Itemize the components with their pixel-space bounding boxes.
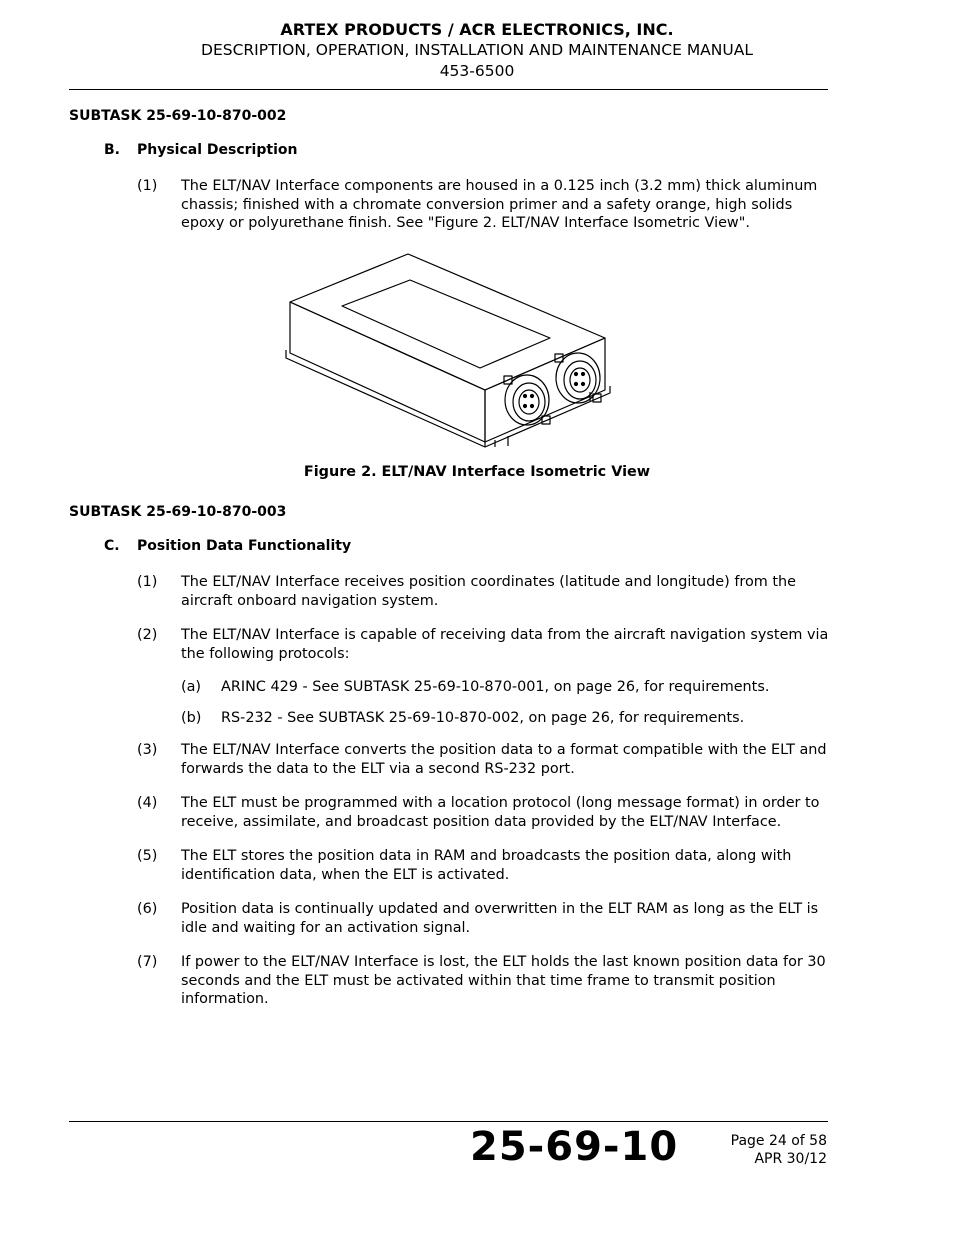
item-number: (1) [137,574,158,590]
subtask-heading: SUBTASK 25-69-10-870-003 [69,504,287,520]
item-text: If power to the ELT/NAV Interface is lost, the ELT holds the last known position data for 30 seconds and the ELT must be activated within that time frame to transmit position information. [181,954,826,1008]
footer-chapter-code: 25-69-10 [470,1124,679,1170]
item-text: Position data is continually updated and overwritten in the ELT RAM as long as the ELT is idle and waiting for an activation signal. [181,901,819,936]
base-flange [286,350,610,447]
item-number: (5) [137,848,158,864]
figure-caption: Figure 2. ELT/NAV Interface Isometric View [303,464,651,480]
connector-right [555,353,601,403]
item-number: (4) [137,795,158,811]
item-text: The ELT stores the position data in RAM and broadcasts the position data, along with identification data, when the ELT is activated. [181,848,792,883]
subitem-text: RS-232 - See SUBTASK 25-69-10-870-002, on page 26, for requirements. [221,710,745,726]
item-text: The ELT must be programmed with a location protocol (long message format) in order to receive, assimilate, and broadcast position data provided by the ELT/NAV Interface. [181,795,820,830]
elt-nav-interface-drawing [280,250,620,450]
item-text: The ELT/NAV Interface components are housed in a 0.125 inch (3.2 mm) thick aluminum chassis; finished with a chromate conversion primer and a safety orange, high solids epoxy or polyurethane finish. See "Figure 2. ELT/NAV Interface Isometric View". [181,178,818,232]
item-number: (2) [137,627,158,643]
chassis-left-face [290,302,485,442]
item-text: The ELT/NAV Interface converts the position data to a format compatible with the ELT and forwards the data to the ELT via a second RS-232 port. [181,742,827,777]
item-number: (3) [137,742,158,758]
section-title: Physical Description [137,142,298,158]
header-manual-title: DESCRIPTION, OPERATION, INSTALLATION AND MAINTENANCE MANUAL [201,41,753,59]
section-letter: B. [104,142,120,158]
item-number: (6) [137,901,158,917]
chassis-right-face [485,338,605,442]
subitem-number: (b) [181,710,202,726]
figure-illustration [280,250,620,450]
subitem-number: (a) [181,679,202,695]
section-letter: C. [104,538,120,554]
chassis-top-panel [342,280,550,368]
header-company: ARTEX PRODUCTS / ACR ELECTRONICS, INC. [280,20,674,39]
section-title: Position Data Functionality [137,538,352,554]
header-doc-number: 453-6500 [439,62,515,80]
subtask-heading: SUBTASK 25-69-10-870-002 [69,108,287,124]
item-number: (7) [137,954,158,970]
header-rule [69,89,828,90]
footer-page-number: Page 24 of 58 [730,1133,827,1149]
subitem-text: ARINC 429 - See SUBTASK 25-69-10-870-001, on page 26, for requirements. [221,679,770,695]
item-text: The ELT/NAV Interface is capable of receiving data from the aircraft navigation system via the following protocols: [181,627,829,662]
item-number: (1) [137,178,158,194]
item-text: The ELT/NAV Interface receives position coordinates (latitude and longitude) from the aircraft onboard navigation system. [181,574,796,609]
connector-left [504,375,550,425]
footer-rule [69,1121,828,1122]
footer-revision-date: APR 30/12 [754,1151,827,1167]
